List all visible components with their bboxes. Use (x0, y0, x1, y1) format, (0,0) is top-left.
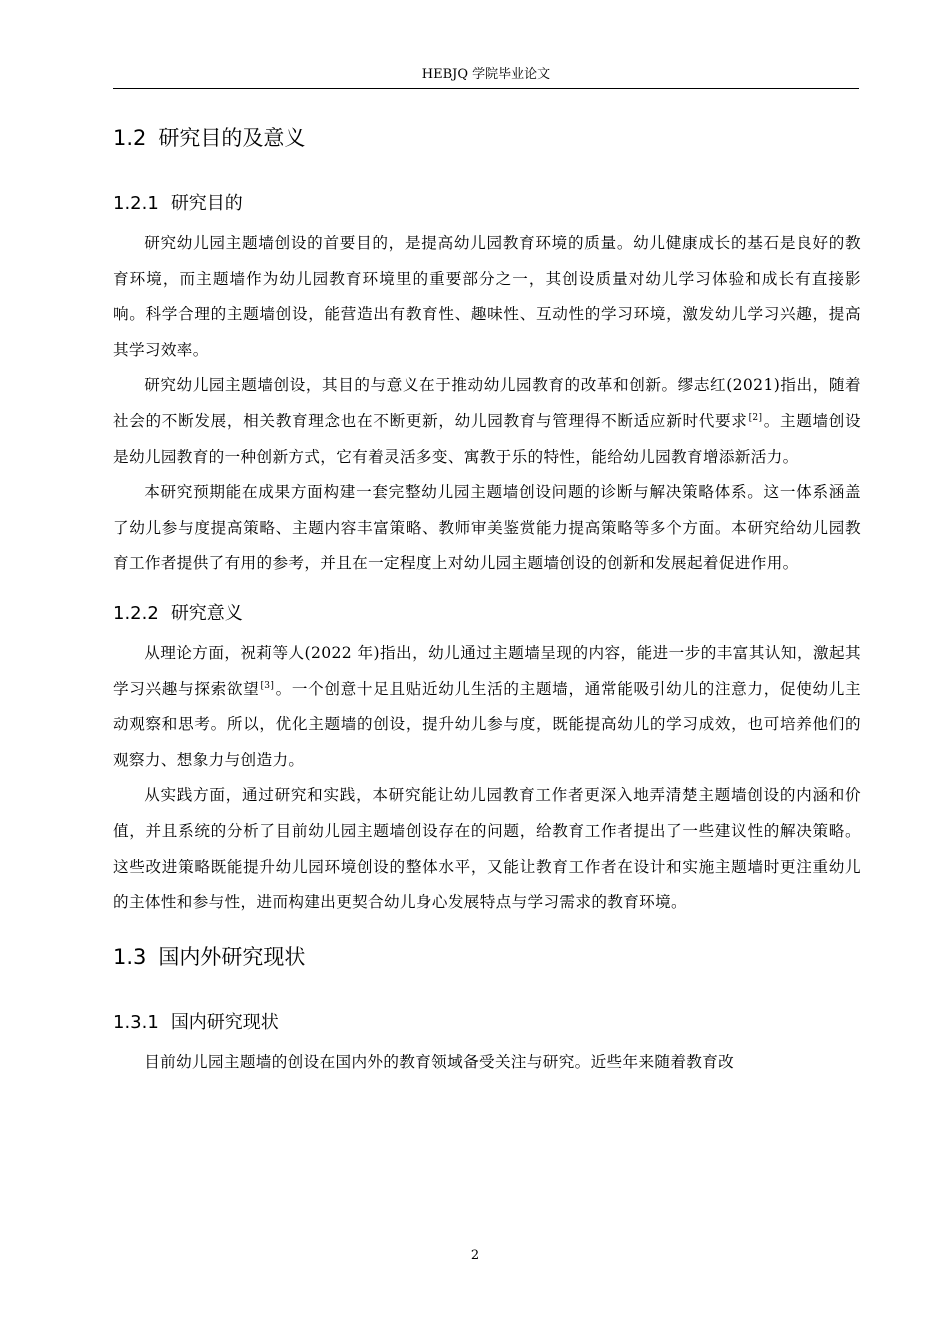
heading-1-2-2 (113, 596, 861, 632)
heading-title: 国内研究现状 (170, 1011, 279, 1033)
paragraph (113, 368, 861, 475)
heading-title: 研究目的 (170, 193, 243, 214)
paragraph-text: 。主题墙创设是幼儿园教育的一种创新方式，它有着灵活多变、寓教于乐的特性，能给幼儿园教育增添新活力。 (113, 411, 861, 466)
paragraph (113, 636, 861, 778)
heading-number: 1.2 (113, 126, 147, 150)
citation-ref[interactable]: [2] (748, 412, 763, 423)
running-header: HEBJQ 学院毕业论文 (421, 67, 551, 82)
paragraph: 研究幼儿园主题墙创设的首要目的，是提高幼儿园教育环境的质量。幼儿健康成长的基石是良好的教育环境，而主题墙作为幼儿园教育环境里的重要部分之一，其创设质量对幼儿学习体验和成长有直接影响。科学合理的主题墙创设，能营造出有教育性、趣味性、互动性的学习环境，激发幼儿学习兴趣，提高其学习效率。 (113, 234, 861, 359)
heading-number: 1.2.2 (113, 602, 159, 624)
heading-1-3 (113, 935, 861, 979)
paragraph-text: 。一个创意十足且贴近幼儿生活的主题墙，通常能吸引幼儿的注意力，促使幼儿主动观察和思考。所以，优化主题墙的创设，提升幼儿参与度，既能提高幼儿的学习成效，也可培养他们的观察力、想象力与创造力。 (113, 679, 861, 769)
heading-title: 国内外研究现状 (158, 944, 306, 969)
page-body (113, 116, 861, 1080)
heading-title: 研究目的及意义 (158, 126, 306, 150)
page-number: 2 (470, 1248, 480, 1263)
heading-1-2 (113, 116, 861, 160)
paragraph: 本研究预期能在成果方面构建一套完整幼儿园主题墙创设问题的诊断与解决策略体系。这一体系涵盖了幼儿参与度提高策略、主题内容丰富策略、教师审美鉴赏能力提高策略等多个方面。本研究给幼儿园教育工作者提供了有用的参考，并且在一定程度上对幼儿园主题墙创设的创新和发展起着促进作用。 (113, 483, 861, 573)
heading-title: 研究意义 (170, 602, 243, 624)
heading-1-2-1 (113, 186, 861, 222)
heading-number: 1.2.1 (113, 193, 159, 214)
heading-number: 1.3 (113, 944, 147, 969)
paragraph: 目前幼儿园主题墙的创设在国内外的教育领域备受关注与研究。近些年来随着教育改 (144, 1052, 735, 1071)
paragraph-text: 从理论方面，祝莉等人(2022 年)指出，幼儿通过主题墙呈现的内容，能进一步的丰富其认知，激起其学习兴趣与探索欲望 (113, 643, 861, 698)
heading-number: 1.3.1 (113, 1011, 159, 1033)
heading-1-3-1 (113, 1005, 861, 1041)
paragraph-text: 研究幼儿园主题墙创设，其目的与意义在于推动幼儿园教育的改革和创新。缪志红(2021)指出，随着社会的不断发展，相关教育理念也在不断更新，幼儿园教育与管理得不断适应新时代要求 (113, 376, 861, 430)
citation-ref[interactable]: [3] (260, 680, 275, 691)
paragraph: 从实践方面，通过研究和实践，本研究能让幼儿园教育工作者更深入地弄清楚主题墙创设的内涵和价值，并且系统的分析了目前幼儿园主题墙创设存在的问题，给教育工作者提出了一些建议性的解决策略。这些改进策略既能提升幼儿园环境创设的整体水平，又能让教育工作者在设计和实施主题墙时更注重幼儿的主体性和参与性，进而构建出更契合幼儿身心发展特点与学习需求的教育环境。 (113, 786, 861, 912)
header-rule (113, 88, 859, 89)
